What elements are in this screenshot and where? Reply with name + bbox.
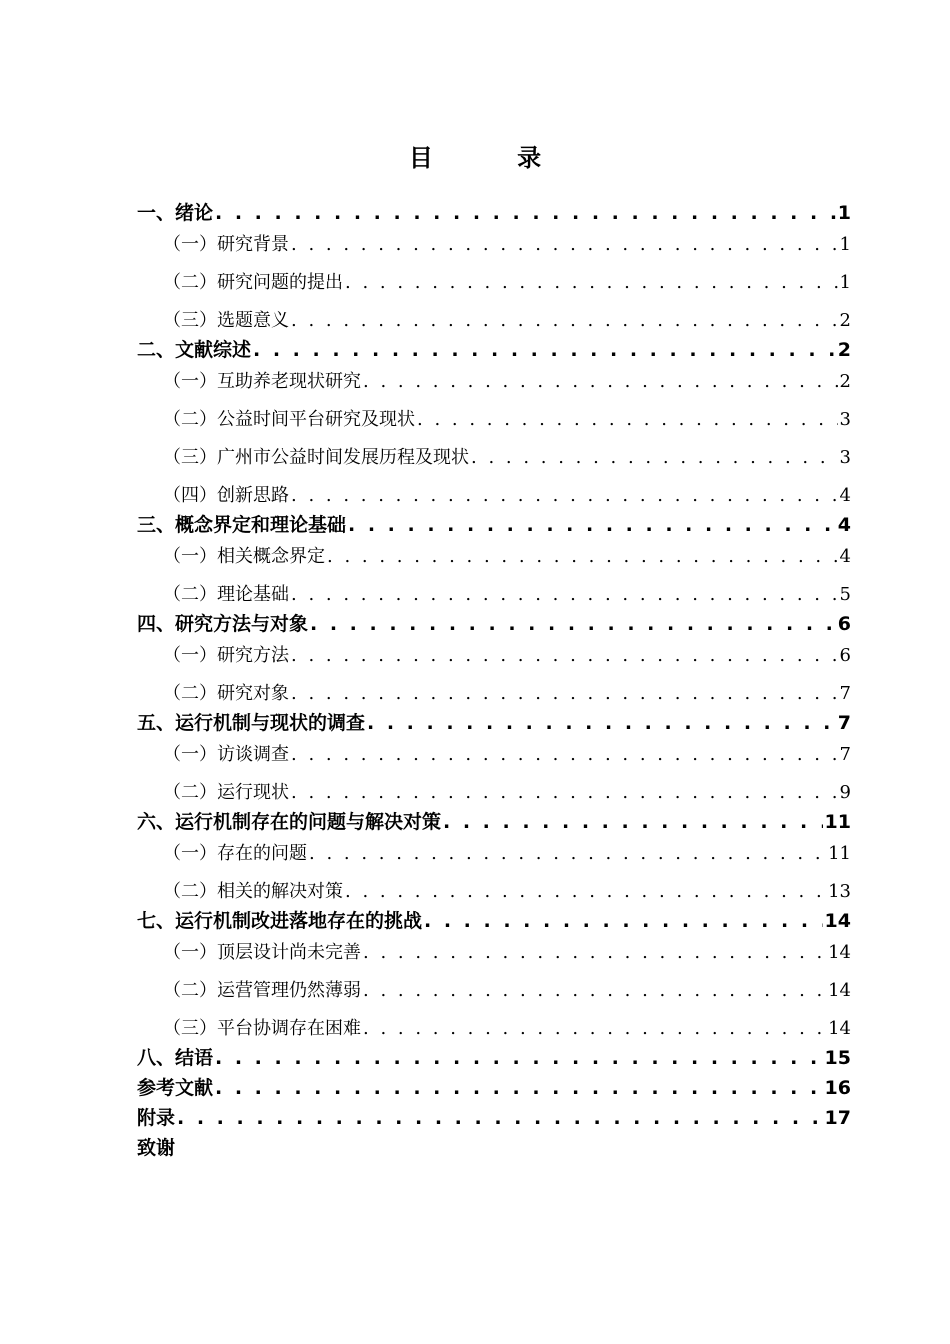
toc-dot-leader [291, 746, 838, 764]
toc-dot-leader [291, 312, 838, 330]
toc-entry-label: 三、概念界定和理论基础 [137, 514, 347, 536]
toc-dot-leader [309, 845, 826, 863]
toc-page-number: 15 [824, 1047, 851, 1069]
toc-dot-leader [443, 813, 823, 832]
toc-section-entry[interactable] [137, 292, 851, 330]
toc-entry-label: （一）研究方法 [163, 645, 289, 666]
toc-chapter-entry[interactable] [137, 1128, 851, 1158]
toc-page-number: 1 [839, 234, 851, 255]
toc-entry-label: （三）选题意义 [163, 310, 289, 331]
toc-page-number: 9 [839, 782, 851, 803]
toc-page-number: 4 [837, 514, 851, 536]
toc-chapter-entry[interactable] [137, 1038, 851, 1068]
toc-section-entry[interactable] [137, 832, 851, 863]
toc-dot-leader [417, 411, 838, 429]
toc-dot-leader [177, 1109, 823, 1128]
toc-page-number: 2 [839, 310, 851, 331]
toc-entry-label: （三）广州市公益时间发展历程及现状 [163, 447, 469, 468]
toc-entry-label: （三）平台协调存在困难 [163, 1018, 361, 1039]
toc-section-entry[interactable] [137, 764, 851, 802]
toc-entry-label: （二）运行现状 [163, 782, 289, 803]
toc-chapter-entry[interactable] [137, 1068, 851, 1098]
toc-entry-label: 二、文献综述 [137, 339, 252, 361]
toc-dot-leader [363, 373, 838, 391]
toc-page-number: 14 [828, 942, 851, 963]
toc-section-entry[interactable] [137, 733, 851, 764]
toc-page-number: 4 [839, 546, 851, 567]
toc-title: 目 录 [408, 144, 580, 172]
toc-entry-label: 参考文献 [137, 1077, 214, 1099]
toc-dot-leader [215, 1079, 823, 1098]
toc-page-number: 11 [828, 843, 851, 864]
toc-entry-label: 五、运行机制与现状的调查 [137, 712, 366, 734]
toc-entry-label: 七、运行机制改进落地存在的挑战 [137, 910, 423, 932]
toc-section-entry[interactable] [137, 535, 851, 566]
toc-entry-label: （二）运营管理仍然薄弱 [163, 980, 361, 1001]
toc-dot-leader [363, 1020, 826, 1038]
toc-section-entry[interactable] [137, 360, 851, 391]
toc-entry-label: （一）顶层设计尚未完善 [163, 942, 361, 963]
toc-entry-label: 一、绪论 [137, 202, 214, 224]
toc-page-number: 1 [839, 272, 851, 293]
toc-dot-leader [291, 236, 838, 254]
toc-dot-leader [348, 516, 836, 535]
toc-page-number: 7 [839, 683, 851, 704]
toc-dot-leader [345, 883, 826, 901]
toc-entry-label: （四）创新思路 [163, 485, 289, 506]
toc-page-number: 6 [839, 645, 851, 666]
toc-page-number: 2 [839, 371, 851, 392]
toc-chapter-entry[interactable] [137, 505, 851, 535]
toc-dot-leader [291, 586, 838, 604]
toc-page-number: 17 [824, 1107, 851, 1129]
toc-entry-label: （一）互助养老现状研究 [163, 371, 361, 392]
toc-dot-leader [363, 944, 826, 962]
toc-section-entry[interactable] [137, 467, 851, 505]
toc-page-number: 7 [839, 744, 851, 765]
toc-section-entry[interactable] [137, 665, 851, 703]
toc-page-number: 5 [839, 584, 851, 605]
toc-chapter-entry[interactable] [137, 802, 851, 832]
toc-chapter-entry[interactable] [137, 604, 851, 634]
toc-entry-label: （二）相关的解决对策 [163, 881, 343, 902]
toc-entry-label: （一）访谈调查 [163, 744, 289, 765]
toc-page-number: 3 [839, 409, 851, 430]
toc-section-entry[interactable] [137, 634, 851, 665]
toc-dot-leader [291, 487, 838, 505]
toc-entry-label: 四、研究方法与对象 [137, 613, 309, 635]
toc-dot-leader [215, 204, 836, 223]
toc-entry-label: 附录 [137, 1107, 176, 1129]
toc-entry-label: （一）相关概念界定 [163, 546, 325, 567]
toc-dot-leader [310, 615, 836, 634]
toc-section-entry[interactable] [137, 429, 851, 467]
toc-page-number: 6 [837, 613, 851, 635]
toc-section-entry[interactable] [137, 391, 851, 429]
toc-section-entry[interactable] [137, 1000, 851, 1038]
toc-entry-label: （一）研究背景 [163, 234, 289, 255]
toc-page-number: 14 [828, 980, 851, 1001]
toc-page-number: 16 [824, 1077, 851, 1099]
toc-entry-label: 六、运行机制存在的问题与解决对策 [137, 811, 442, 833]
toc-section-entry[interactable] [137, 931, 851, 962]
toc-entry-label: （二）公益时间平台研究及现状 [163, 409, 415, 430]
toc-chapter-entry[interactable] [137, 901, 851, 931]
toc-page-number: 4 [839, 485, 851, 506]
toc-dot-leader [424, 912, 823, 931]
toc-section-entry[interactable] [137, 223, 851, 254]
toc-section-entry[interactable] [137, 962, 851, 1000]
toc-section-entry[interactable] [137, 254, 851, 292]
toc-page-number: 7 [837, 712, 851, 734]
table-of-contents [137, 193, 851, 1158]
toc-dot-leader [291, 685, 838, 703]
toc-page-number: 14 [828, 1018, 851, 1039]
toc-page-number: 13 [828, 881, 851, 902]
toc-dot-leader [363, 982, 826, 1000]
toc-dot-leader [471, 449, 838, 467]
toc-entry-label: （二）理论基础 [163, 584, 289, 605]
toc-page-number: 2 [837, 339, 851, 361]
toc-chapter-entry[interactable] [137, 703, 851, 733]
toc-page-number: 11 [824, 811, 851, 833]
toc-entry-label: 致谢 [137, 1137, 176, 1159]
toc-chapter-entry[interactable] [137, 193, 851, 223]
toc-dot-leader [215, 1049, 823, 1068]
toc-section-entry[interactable] [137, 566, 851, 604]
toc-page-number: 14 [824, 910, 851, 932]
toc-entry-label: （二）研究对象 [163, 683, 289, 704]
toc-page-number: 1 [837, 202, 851, 224]
toc-dot-leader [367, 714, 836, 733]
toc-chapter-entry[interactable] [137, 1098, 851, 1128]
toc-section-entry[interactable] [137, 863, 851, 901]
toc-entry-label: 八、结语 [137, 1047, 214, 1069]
toc-entry-label: （一）存在的问题 [163, 843, 307, 864]
toc-dot-leader [291, 647, 838, 665]
toc-entry-label: （二）研究问题的提出 [163, 272, 343, 293]
toc-dot-leader [327, 548, 838, 566]
toc-dot-leader [291, 784, 838, 802]
toc-chapter-entry[interactable] [137, 330, 851, 360]
toc-dot-leader [345, 274, 838, 292]
toc-page-number: 3 [839, 447, 851, 468]
toc-dot-leader [253, 341, 836, 360]
